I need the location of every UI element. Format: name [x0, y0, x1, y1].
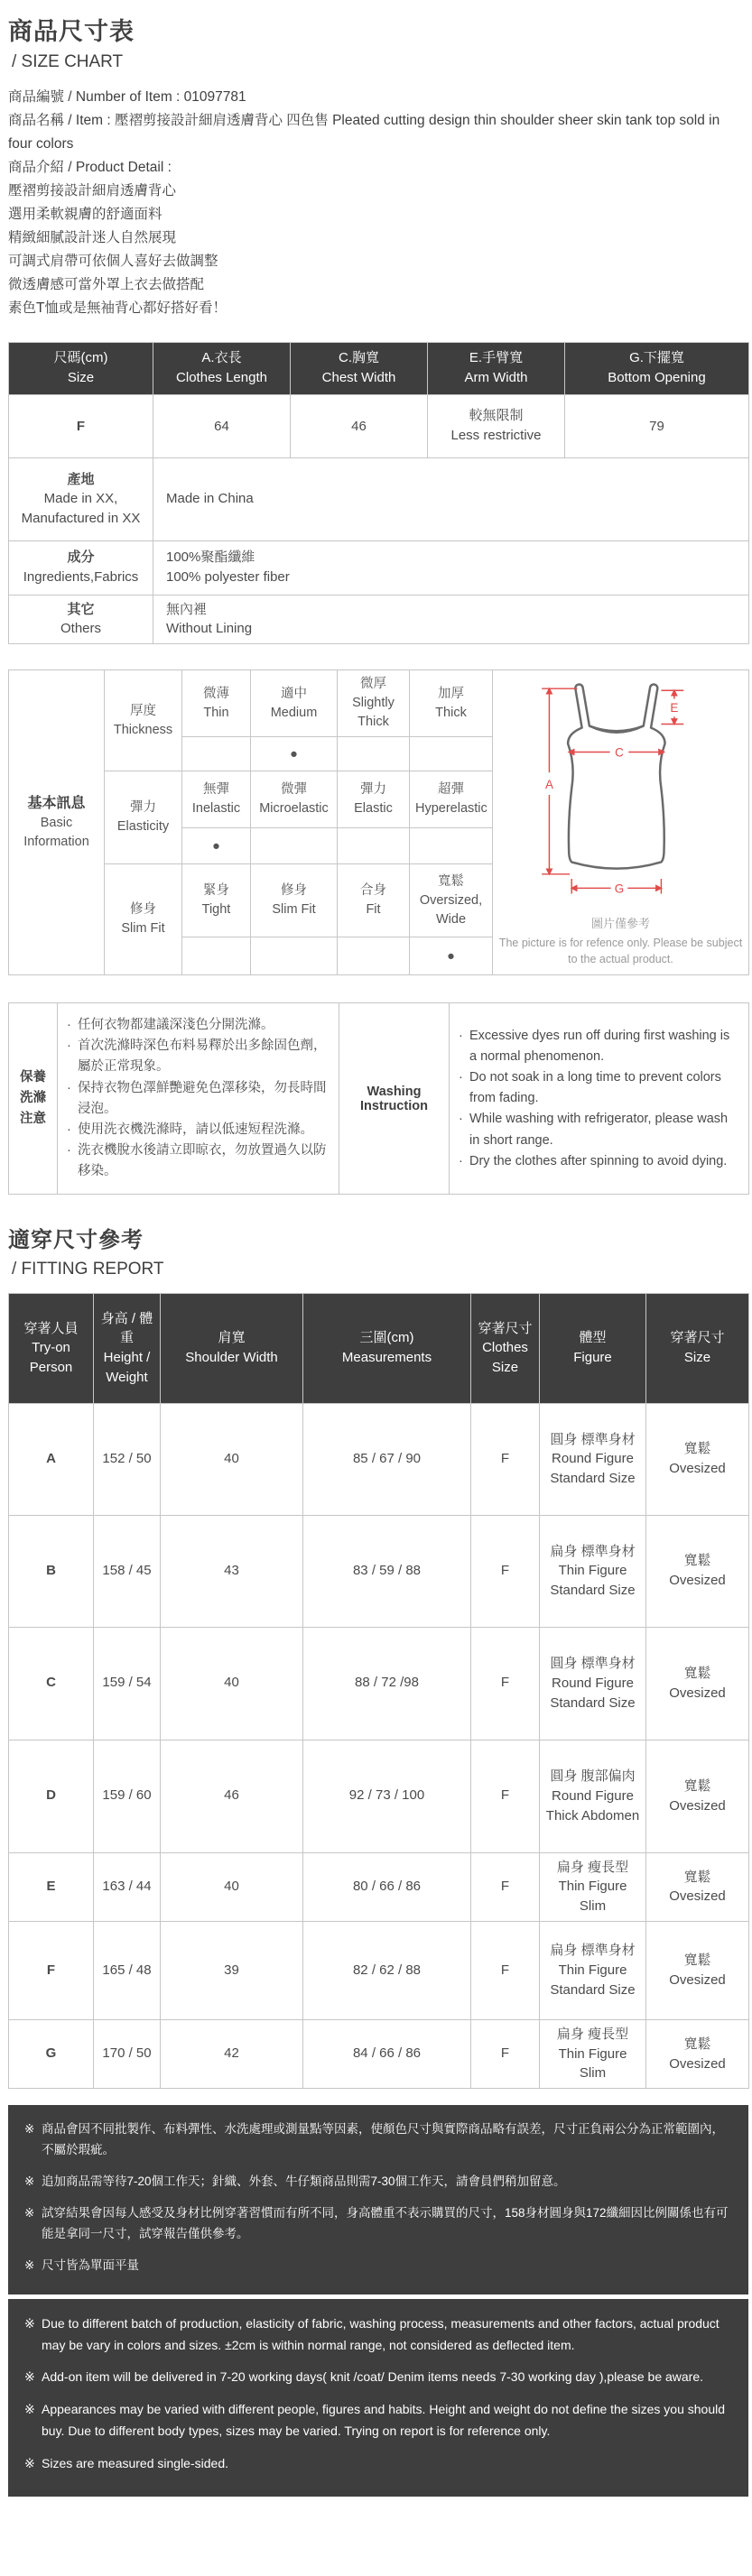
others-row [9, 595, 749, 644]
fit-cell: 寬鬆 Ovesized [646, 2019, 749, 2088]
col-height-weight: 身高 / 體重 Height / Weight [94, 1293, 161, 1403]
option-dot-cell [410, 737, 493, 771]
elasticity-option: 無彈 Inelastic [182, 771, 251, 828]
fit-cell: 寬鬆 Ovesized [646, 1515, 749, 1627]
washing-note: · 洗衣機脫水後請立即晾衣，勿放置過久以防移染。 [67, 1143, 327, 1179]
option-dot-cell [182, 737, 251, 771]
fit-option: 緊身 Tight [182, 864, 251, 937]
origin-value: Made in China [153, 457, 749, 540]
others-value: 無內裡 Without Lining [153, 595, 749, 644]
col-figure: 體型 Figure [540, 1293, 646, 1403]
washing-note: · Excessive dyes run off during first washing is a normal phenomenon. [459, 1028, 730, 1064]
elasticity-option: 超彈 Hyperelastic [410, 771, 493, 828]
option-dot-cell [338, 937, 410, 975]
washing-note: · While washing with refrigerator, please wash in short range. [459, 1112, 729, 1148]
dimension-e-label: E [669, 701, 678, 716]
footnote: ※ 尺寸皆為單面平量 [24, 2257, 139, 2272]
basic-info-header: 基本訊息 Basic Information [9, 670, 105, 975]
dimension-g-label: G [614, 882, 624, 896]
footnote: ※ 追加商品需等待7-20個工作天；針織、外套、牛仔類商品則需7-30個工作天，請會員們稍加留意。 [24, 2174, 566, 2188]
fit-cell: 寬鬆 Ovesized [646, 1921, 749, 2019]
meta-detail-line: 壓褶剪接設計細肩透膚背心 [8, 182, 177, 199]
footnote: ※ Appearances may be varied with different people, figures and habits. Height and weight do not define the sizes you should buy. Due to different body types, sizes may be varied. Trying on report is for reference only. [24, 2402, 726, 2438]
col-arm-width: E.手臂寬 Arm Width [428, 342, 565, 394]
size-table-header-row [9, 342, 749, 394]
meta-detail-line: 可調式肩帶可依個人喜好去做調整 [8, 253, 218, 269]
col-measurements: 三圍(cm) Measurements [303, 1293, 471, 1403]
col-tryon-person: 穿著人員 Try-on Person [9, 1293, 94, 1403]
option-dot-cell [410, 828, 493, 864]
basic-info-table [8, 669, 749, 975]
origin-label: 產地 Made in XX, Manufactured in XX [9, 457, 153, 540]
fabric-row [9, 540, 749, 595]
thickness-option: 微薄 Thin [182, 670, 251, 737]
washing-note: · Dry the clothes after spinning to avoid dying. [459, 1153, 728, 1168]
col-size: 穿著尺寸 Size [646, 1293, 749, 1403]
elasticity-option: 彈力 Elastic [338, 771, 410, 828]
washing-note: · 使用洗衣機洗滌時，請以低速短程洗滌。 [67, 1122, 313, 1137]
fit-cell: 寬鬆 Ovesized [646, 1627, 749, 1740]
fitting-row: E 163 / 44 40 80 / 66 / 86 F 扁身 瘦長型 Thin Figure Slim 寬鬆 Ovesized [9, 1852, 749, 1921]
col-shoulder-width: 肩寬 Shoulder Width [161, 1293, 303, 1403]
elasticity-label: 彈力 Elasticity [105, 771, 182, 864]
others-label: 其它 Others [9, 595, 153, 644]
product-meta [8, 86, 747, 320]
fitting-header-row [9, 1293, 749, 1403]
elasticity-option: 微彈 Microelastic [251, 771, 338, 828]
footnotes-zh [8, 2105, 748, 2294]
fit-label: 修身 Slim Fit [105, 864, 182, 975]
option-dot-cell [338, 828, 410, 864]
washing-table [8, 1002, 749, 1195]
cell-chest-width: 46 [291, 394, 428, 457]
figure-cell: 圓身 標準身材 Round Figure Standard Size [540, 1403, 646, 1515]
fitting-row: C 159 / 54 40 88 / 72 /98 F 圓身 標準身材 Round Figure Standard Size 寬鬆 Ovesized [9, 1627, 749, 1740]
meta-product-detail-label: 商品介紹 / Product Detail : [8, 159, 172, 175]
thickness-options-row [9, 670, 749, 737]
washing-note: · 保持衣物色澤鮮艷避免色澤移染，勿長時間浸泡。 [67, 1080, 327, 1116]
washing-note: · 任何衣物都建議深淺色分開洗滌。 [67, 1018, 274, 1033]
meta-item-number: 商品編號 / Number of Item : 01097781 [8, 88, 246, 105]
fit-cell: 寬鬆 Ovesized [646, 1852, 749, 1921]
meta-item-name: 商品名稱 / Item : 壓褶剪接設計細肩透膚背心 四色售 Pleated cutting design thin shoulder sheer skin tank top sold in four colors [8, 112, 720, 152]
col-chest-width: C.胸寬 Chest Width [291, 342, 428, 394]
size-table [8, 342, 749, 645]
fitting-row: G 170 / 50 42 84 / 66 / 86 F 扁身 瘦長型 Thin Figure Slim 寬鬆 Ovesized [9, 2019, 749, 2088]
washing-header: 保養 洗滌 注意 [9, 1003, 58, 1195]
dimension-a-label: A [544, 777, 553, 791]
cell-arm-width: 較無限制 Less restrictive [428, 394, 565, 457]
col-size: 尺碼(cm) Size [9, 342, 153, 394]
fit-option: 合身 Fit [338, 864, 410, 937]
fit-option: 修身 Slim Fit [251, 864, 338, 937]
option-dot-cell [182, 937, 251, 975]
page-title-zh: 商品尺寸表 [8, 18, 135, 45]
washing-note: · 首次洗滌時深色布料易釋於出多餘固色劑，屬於正常現象。 [67, 1039, 327, 1075]
meta-detail-line: 微透膚感可當外罩上衣去做搭配 [8, 276, 205, 292]
fitting-table [8, 1293, 749, 2090]
figure-cell: 圓身 標準身材 Round Figure Standard Size [540, 1627, 646, 1740]
thickness-option: 適中 Medium [251, 670, 338, 737]
col-clothes-length: A.衣長 Clothes Length [153, 342, 291, 394]
thickness-option: 加厚 Thick [410, 670, 493, 737]
meta-detail-line: 精緻細膩設計迷人自然展現 [8, 229, 177, 245]
tank-top-outline [568, 685, 664, 869]
cell-size: F [9, 394, 153, 457]
fitting-row: F 165 / 48 39 82 / 62 / 88 F 扁身 標準身材 Thin Figure Standard Size 寬鬆 Ovesized [9, 1921, 749, 2019]
washing-notes-en [450, 1003, 749, 1195]
figure-cell: 扁身 瘦長型 Thin Figure Slim [540, 2019, 646, 2088]
thickness-label: 厚度 Thickness [105, 670, 182, 771]
fit-cell: 寬鬆 Ovesized [646, 1740, 749, 1852]
option-dot-cell: ● [251, 737, 338, 771]
option-dot-cell: ● [410, 937, 493, 975]
fabric-value: 100%聚酯纖維 100% polyester fiber [153, 540, 749, 595]
size-row-f [9, 394, 749, 457]
fabric-label: 成分 Ingredients,Fabrics [9, 540, 153, 595]
dimension-c-label: C [614, 745, 624, 760]
fitting-report-title: 適穿尺寸參考 / FITTING REPORT [8, 1228, 164, 1279]
fitting-row: D 159 / 60 46 92 / 73 / 100 F 圓身 腹部偏肉 Round Figure Thick Abdomen 寬鬆 Ovesized [9, 1740, 749, 1852]
option-dot-cell: ● [182, 828, 251, 864]
figure-cell: 扁身 標準身材 Thin Figure Standard Size [540, 1515, 646, 1627]
footnote: ※ 試穿結果會因每人感受及身材比例穿著習慣而有所不同，身高體重不表示購買的尺寸，158身材圓身與172纖細因比例關係也有可能是拿同一尺寸，試穿報告僅供參考。 [24, 2205, 729, 2240]
footnote: ※ Due to different batch of production, elasticity of fabric, washing process, measurements and other factors, actual product may be vary in colors and sizes. ±2cm is within normal range, not considered as deflected item. [24, 2315, 720, 2352]
option-dot-cell [251, 828, 338, 864]
footnote: ※ Sizes are measured single-sided. [24, 2455, 228, 2470]
col-bottom-opening: G.下擺寬 Bottom Opening [565, 342, 749, 394]
fit-cell: 寬鬆 Ovesized [646, 1403, 749, 1515]
footnote: ※ 商品會因不同批製作、布料彈性、水洗處理或測量點等因素，使顏色尺寸與實際商品略有誤差，尺寸正負兩公分為正常範圍內，不屬於瑕疵。 [24, 2122, 724, 2157]
tank-top-diagram [523, 683, 720, 907]
washing-instruction-label: Washing Instruction [339, 1003, 450, 1195]
origin-row [9, 457, 749, 540]
page-title-en: / SIZE CHART [12, 52, 124, 72]
meta-detail-line: 選用柔軟親膚的舒適面料 [8, 206, 162, 222]
cell-bottom-opening: 79 [565, 394, 749, 457]
footnotes-en [8, 2299, 748, 2497]
option-dot-cell [338, 737, 410, 771]
footnote: ※ Add-on item will be delivered in 7-20 working days( knit /coat/ Denim items needs 7-30 working day ),please be aware. [24, 2369, 704, 2385]
fitting-row: B 158 / 45 43 83 / 59 / 88 F 扁身 標準身材 Thin Figure Standard Size 寬鬆 Ovesized [9, 1515, 749, 1627]
figure-cell: 扁身 標準身材 Thin Figure Standard Size [540, 1921, 646, 2019]
meta-detail-line: 素色T恤或是無袖背心都好搭好看！ [8, 300, 227, 316]
measurement-diagram-cell [493, 670, 749, 975]
option-dot-cell [251, 937, 338, 975]
washing-notes-zh [58, 1003, 339, 1195]
diagram-caption: 圖片僅參考 The picture is for refence only. Please be subject to the actual product. [498, 917, 743, 966]
cell-clothes-length: 64 [153, 394, 291, 457]
page-title [8, 14, 747, 75]
washing-note: · Do not soak in a long time to prevent colors from fading. [459, 1070, 721, 1106]
col-clothes-size: 穿著尺寸 Clothes Size [471, 1293, 540, 1403]
fitting-row: A 152 / 50 40 85 / 67 / 90 F 圓身 標準身材 Round Figure Standard Size 寬鬆 Ovesized [9, 1403, 749, 1515]
thickness-option: 微厚 Slightly Thick [338, 670, 410, 737]
fit-option: 寬鬆 Oversized, Wide [410, 864, 493, 937]
figure-cell: 圓身 腹部偏肉 Round Figure Thick Abdomen [540, 1740, 646, 1852]
figure-cell: 扁身 瘦長型 Thin Figure Slim [540, 1852, 646, 1921]
